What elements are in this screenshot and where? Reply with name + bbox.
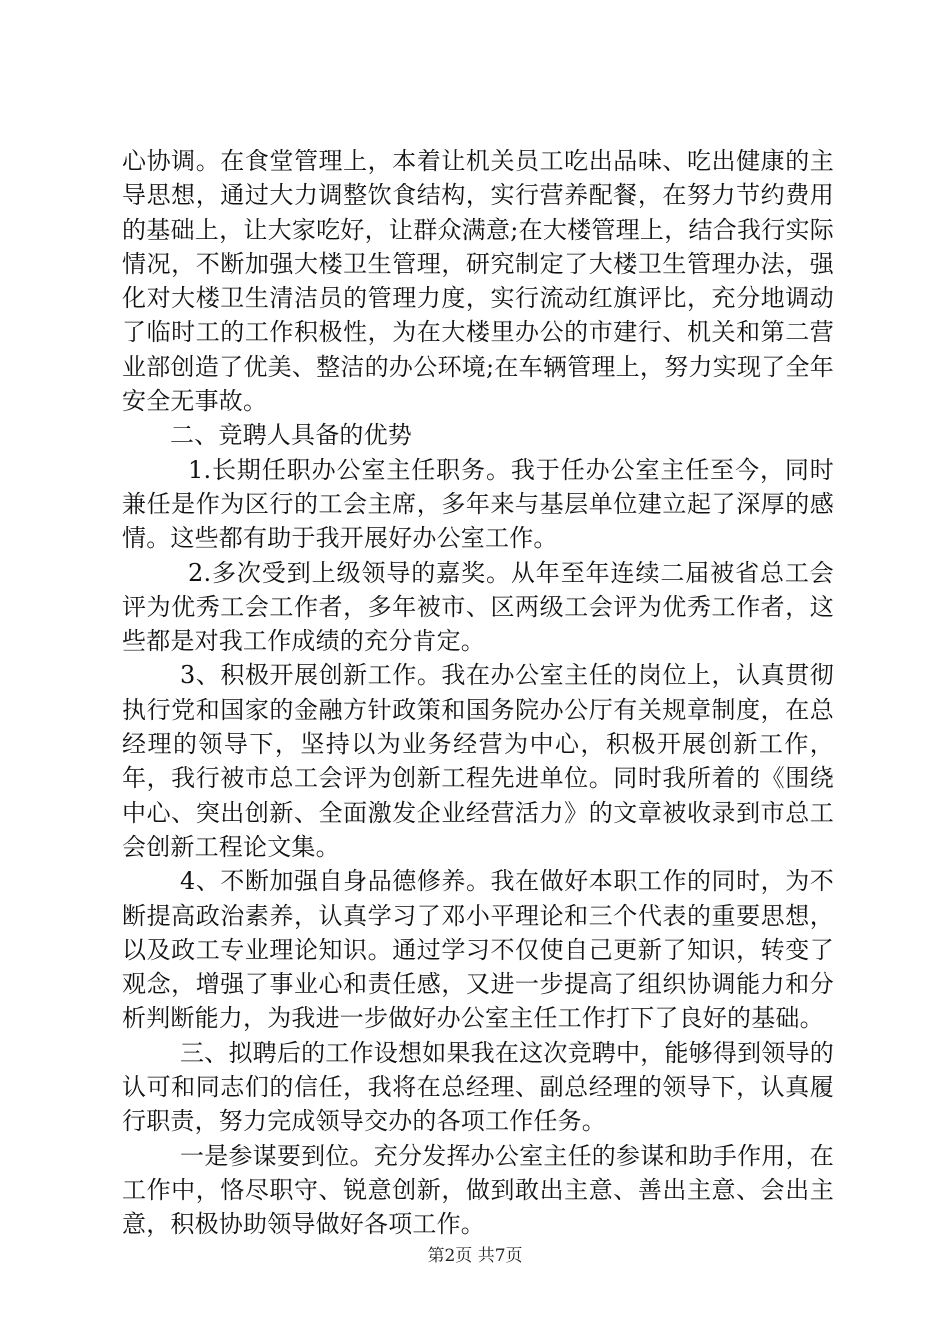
paragraph-advantage-4: 4、不断加强自身品德修养。我在做好本职工作的同时，为不断提高政治素养，认真学习了邓小平理论和三个代表的重要思想，以及政工专业理论知识。通过学习不仅使自己更新了知识，转变了观念，增强了事业心和责任感，又进一步提高了组织协调能力和分析判断能力，为我进一步做好办公室主任工作打下了良好的基础。: [122, 867, 834, 1033]
section-heading-work-plan: 三、拟聘后的工作设想如果我在这次竞聘中，能够得到领导的认可和同志们的信任，我将在总经理、副总经理的领导下，认真履行职责，努力完成领导交办的各项工作任务。: [122, 1038, 834, 1136]
paragraph-advantage-2: 2.多次受到上级领导的嘉奖。从年至年连续二届被省总工会评为优秀工会工作者，多年被市、区两级工会评为优秀工作者，这些都是对我工作成绩的充分肯定。: [122, 558, 834, 656]
section-heading-advantages: 二、竞聘人具备的优势: [170, 421, 412, 450]
paragraph-advantage-1: 1.长期任职办公室主任职务。我于任办公室主任至今，同时兼任是作为区行的工会主席，多年来与基层单位建立起了深厚的感情。这些都有助于我开展好办公室工作。: [122, 455, 834, 553]
paragraph-canteen-building-vehicle: 心协调。在食堂管理上，本着让机关员工吃出品味、吃出健康的主导思想，通过大力调整饮食结构，实行营养配餐，在努力节约费用的基础上，让大家吃好，让群众满意;在大楼管理上，结合我行实际情况，不断加强大楼卫生管理，研究制定了大楼卫生管理办法，强化对大楼卫生清洁员的管理力度，实行流动红旗评比，充分地调动了临时工的工作积极性，为在大楼里办公的市建行、机关和第二营业部创造了优美、整洁的办公环境;在车辆管理上，努力实现了全年安全无事故。: [122, 147, 834, 416]
document-body: [122, 144, 834, 1242]
paragraph-advantage-3: 3、积极开展创新工作。我在办公室主任的岗位上，认真贯彻执行党和国家的金融方针政策和国务院办公厅有关规章制度，在总经理的领导下，坚持以为业务经营为中心，积极开展创新工作，年，我行被市总工会评为创新工程先进单位。同时我所着的《围绕中心、突出创新、全面激发企业经营活力》的文章被收录到市总工会创新工程论文集。: [122, 661, 834, 861]
paragraph-plan-1: 一是参谋要到位。充分发挥办公室主任的参谋和助手作用，在工作中，恪尽职守、锐意创新，做到敢出主意、善出主意、会出主意，积极协助领导做好各项工作。: [122, 1141, 834, 1239]
page-number-footer: 第2页 共7页: [427, 1246, 523, 1266]
